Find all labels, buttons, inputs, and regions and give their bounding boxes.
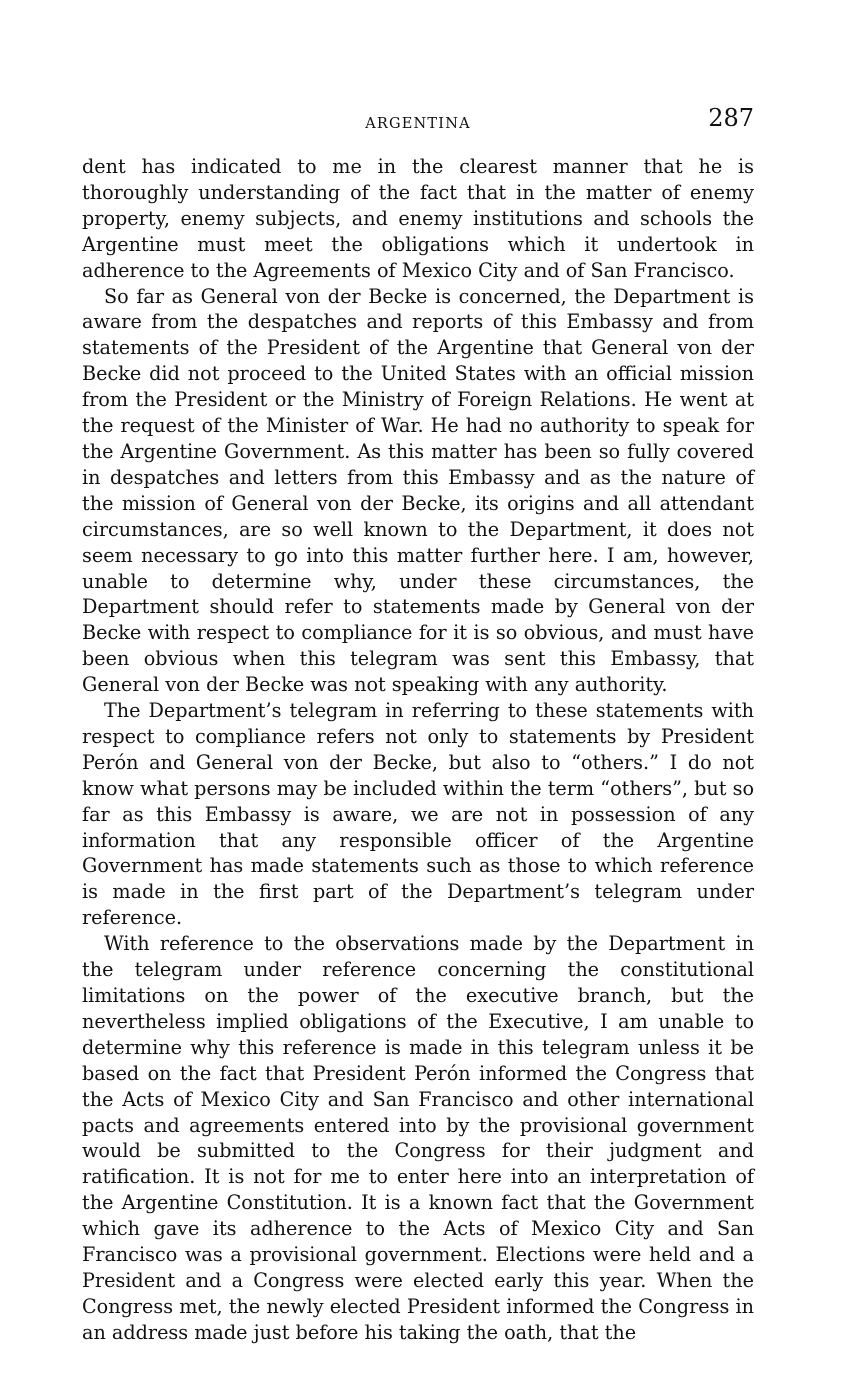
paragraph-compliance-statements: The Department’s telegram in referring to these statements with respect to compliance refers not only to statements by President Perón and General von der Becke, but also to “others.” I do not know what persons may be included within the term “others”, but so far as this Embassy is aware, we are not in possession of any information that any responsible officer of the Argentine Government has made statements such as those to which reference is made in the first part of the Department’s telegram under reference.: [82, 699, 754, 930]
paragraph-continuation: dent has indicated to me in the clearest manner that he is thoroughly understanding of the fact that in the matter of enemy property, enemy subjects, and enemy institutions and schools the Argentine must meet the obligations which it undertook in adherence to the Agreements of Mexico City and of San Francisco.: [82, 155, 754, 282]
running-head: [82, 106, 754, 140]
paragraph-von-der-becke: So far as General von der Becke is concerned, the Department is aware from the despatches and reports of this Embassy and from statements of the President of the Argentine that General von der Becke did not proceed to the United States with an official mission from the President or the Ministry of Foreign Relations. He went at the request of the Minister of War. He had no authority to speak for the Argentine Government. As this matter has been so fully covered in despatches and letters from this Embassy and as the nature of the mission of General von der Becke, its origins and all attendant circumstances, are so well known to the Department, it does not seem necessary to go into this matter further here. I am, however, unable to determine why, under these circumstances, the Department should refer to statements made by General von der Becke with respect to compliance for it is so obvious, and must have been obvious when this telegram was sent this Embassy, that General von der Becke was not speaking with any authority.: [82, 284, 754, 697]
page-number: 287: [708, 104, 754, 132]
running-title: ARGENTINA: [365, 116, 471, 132]
body-text: [82, 154, 754, 1346]
paragraph-constitutional-limitations: With reference to the observations made by the Department in the telegram under reference concerning the constitutional limitations on the power of the executive branch, but the nevertheless implied obligations of the Executive, I am unable to determine why this reference is made in this telegram unless it be based on the fact that President Perón informed the Congress that the Acts of Mexico City and San Francisco and other international pacts and agreements entered into by the provisional government would be submitted to the Congress for their judgment and ratification. It is not for me to enter here into an interpretation of the Argentine Constitution. It is a known fact that the Government which gave its adherence to the Acts of Mexico City and San Francisco was a provisional government. Elections were held and a President and a Congress were elected early this year. When the Congress met, the newly elected President informed the Congress in an address made just before his taking the oath, that the: [82, 932, 754, 1344]
